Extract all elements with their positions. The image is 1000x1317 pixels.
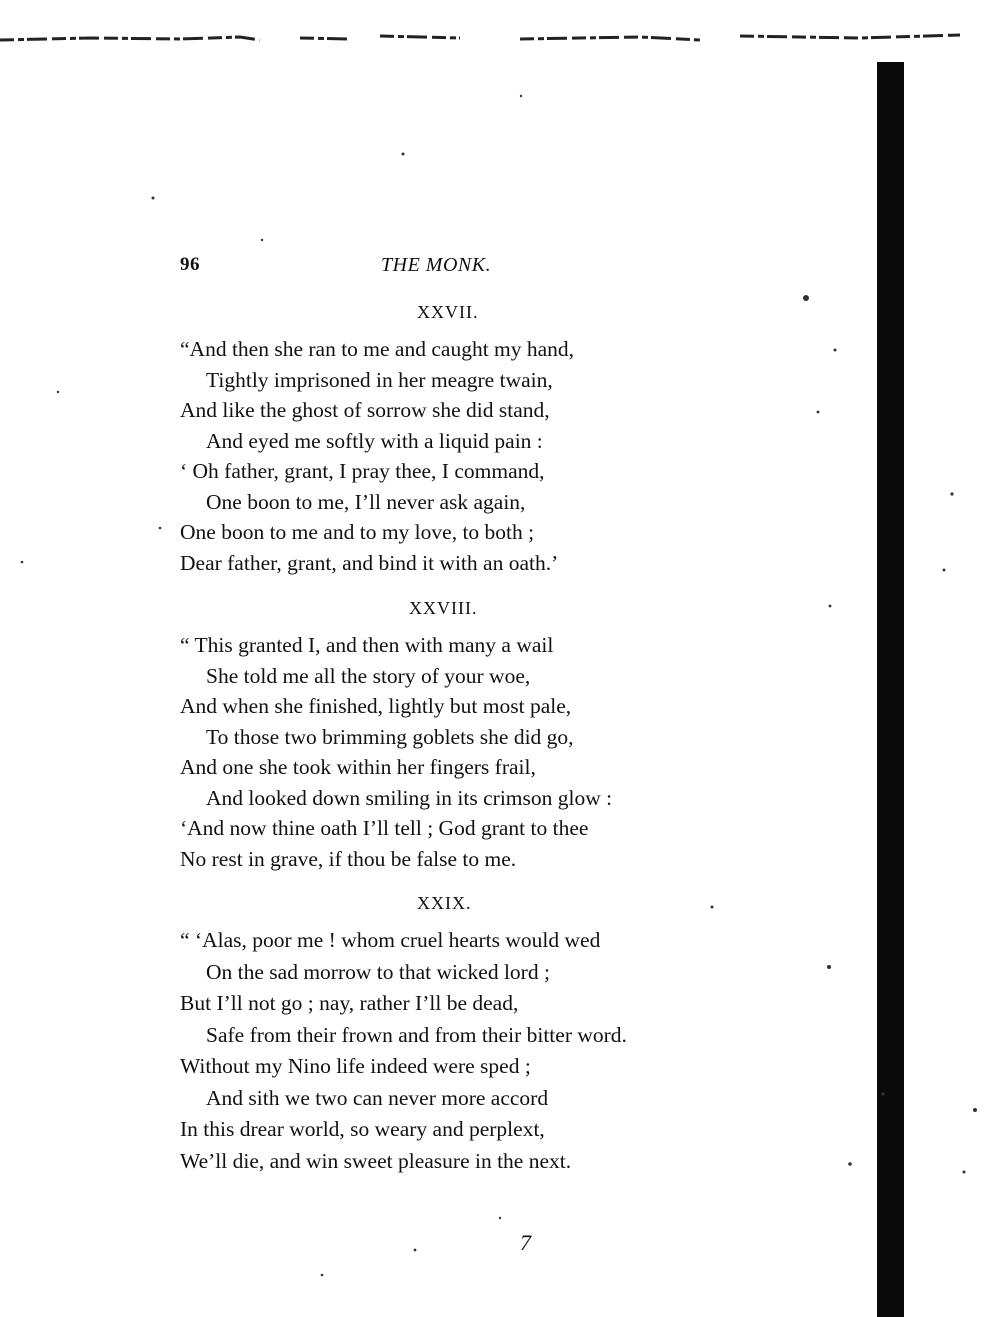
running-title: THE MONK. [381,254,492,276]
verse-line: No rest in grave, if thou be false to me. [180,846,517,871]
folio-mark: 7 [520,1230,531,1255]
verse-line: And sith we two can never more accord [206,1085,549,1110]
verse-line: ‘And now thine oath I’ll tell ; God grant to thee [180,816,589,840]
verse-line: “And then she ran to me and caught my hand, [180,337,575,361]
verse-line: “ This granted I, and then with many a wail [180,633,554,657]
verse-line: And like the ghost of sorrow she did stand, [180,398,550,422]
stanza-xxviii [180,594,740,874]
verse-line: “ ‘Alas, poor me ! whom cruel hearts would wed [180,928,601,952]
verse-line: ‘ Oh father, grant, I pray thee, I command, [180,459,545,483]
verse-line: On the sad morrow to that wicked lord ; [206,959,550,984]
verse-line: Safe from their frown and from their bitter word. [206,1022,627,1047]
stanza-number: XXVII. [417,302,479,322]
verse-line: One boon to me, I’ll never ask again, [206,489,526,514]
verse-line: Tightly imprisoned in her meagre twain, [206,367,553,392]
verse-line: And one she took within her fingers frail, [180,755,536,779]
verse-line: Dear father, grant, and bind it with an oath.’ [180,550,559,575]
verse-line: But I’ll not go ; nay, rather I’ll be dead, [180,991,519,1015]
stanza-xxvii [180,298,740,578]
verse-line: And eyed me softly with a liquid pain : [206,428,543,453]
stanza-xxix [180,889,740,1177]
verse-line: She told me all the story of your woe, [206,663,531,688]
verse-line: In this drear world, so weary and perplext, [180,1117,545,1141]
verse-line: One boon to me and to my love, to both ; [180,520,535,544]
verse-line: And looked down smiling in its crimson glow : [206,785,613,810]
stanza-number: XXIX. [417,893,472,913]
verse-line: To those two brimming goblets she did go, [206,724,574,749]
stanza-number: XXVIII. [409,598,478,618]
scan-edge-artifact [0,32,960,46]
verse-line: Without my Nino life indeed were sped ; [180,1054,531,1078]
page-number: 96 [180,254,200,275]
verse-line: And when she finished, lightly but most pale, [180,694,572,718]
verse-line: We’ll die, and win sweet pleasure in the next. [180,1148,572,1173]
page-binding-shadow [877,62,904,1317]
page-header [180,254,740,282]
